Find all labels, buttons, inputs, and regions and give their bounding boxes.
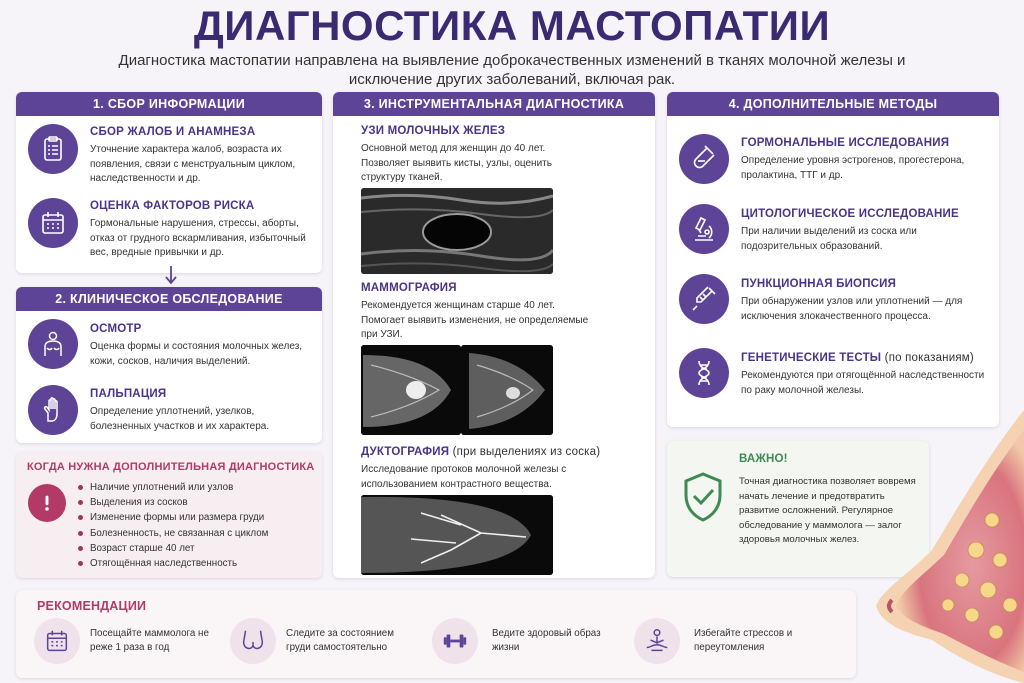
item-desc: При наличии выделений из соска или подозрительных образований.: [741, 226, 917, 252]
microscope-icon: [679, 204, 729, 254]
section-header: 1. СБОР ИНФОРМАЦИИ: [16, 92, 322, 116]
item-desc: Рекомендуются при отягощённой наследственности по раку молочной железы.: [741, 370, 985, 396]
item-title: ПУНКЦИОННАЯ БИОПСИЯ: [741, 278, 897, 290]
torso-icon: [28, 319, 78, 369]
ductogram-image: [361, 495, 553, 575]
item-title: ЦИТОЛОГИЧЕСКОЕ ИССЛЕДОВАНИЕ: [741, 208, 959, 220]
item-title: ГОРМОНАЛЬНЫЕ ИССЛЕДОВАНИЯ: [741, 137, 950, 149]
item-desc: Гормональные нарушения, стрессы, аборты, отказ от грудного вскармливания, избыточный вес, вредные привычки и др.: [90, 218, 306, 258]
clipboard-icon: [28, 124, 78, 174]
list-item: Наличие уплотнений или узлов: [78, 480, 318, 495]
section-header: 2. КЛИНИЧЕСКОЕ ОБСЛЕДОВАНИЕ: [16, 287, 322, 311]
recommendation-text: Ведите здоровый образ жизни: [492, 628, 601, 653]
calendar-icon: [34, 618, 80, 664]
ultrasound-image: [361, 188, 553, 274]
syringe-icon: [679, 274, 729, 324]
item-desc: Оценка формы и состояния молочных желез, кожи, сосков, наличия выделений.: [90, 341, 303, 367]
list-item: Изменение формы или размера груди: [78, 510, 318, 525]
test-tube-icon: [679, 134, 729, 184]
warning-title: КОГДА НУЖНА ДОПОЛНИТЕЛЬНАЯ ДИАГНОСТИКА: [27, 461, 315, 473]
calendar-icon: [28, 198, 78, 248]
dna-icon: [679, 348, 729, 398]
item-title: ПАЛЬПАЦИЯ: [90, 388, 167, 400]
shield-check-icon: [681, 471, 725, 523]
list-item: Отягощённая наследственность: [78, 556, 318, 571]
section-additional-methods: [667, 92, 999, 427]
item-desc: Уточнение характера жалоб, возраста их появления, связи с менструальным циклом, наследственности и др.: [90, 144, 296, 184]
item-title-text: ГЕНЕТИЧЕСКИЕ ТЕСТЫ: [741, 352, 882, 364]
item-title: УЗИ МОЛОЧНЫХ ЖЕЛЕЗ: [361, 125, 506, 137]
bra-icon: [230, 618, 276, 664]
meditation-icon: [634, 618, 680, 664]
recommendations-title: РЕКОМЕНДАЦИИ: [37, 599, 147, 613]
section-instrumental: [333, 92, 655, 578]
item-desc: Рекомендуется женщинам старше 40 лет. Помогает выявить изменения, не определяемые при УЗИ.: [361, 300, 589, 340]
mammogram-image-right: [461, 345, 553, 435]
item-title: СБОР ЖАЛОБ И АНАМНЕЗА: [90, 126, 256, 138]
recommendation-text: Избегайте стрессов и переутомления: [694, 628, 793, 653]
hand-icon: [28, 385, 78, 435]
section-header: 3. ИНСТРУМЕНТАЛЬНАЯ ДИАГНОСТИКА: [333, 92, 655, 116]
page-title: ДИАГНОСТИКА МАСТОПАТИИ: [193, 2, 831, 49]
warning-list: [78, 480, 318, 571]
item-desc: Основной метод для женщин до 40 лет. Позволяет выявить кисты, узлы, оценить структуру тканей.: [361, 143, 552, 183]
section-collect-info: [16, 92, 322, 273]
recommendations: [16, 590, 856, 678]
item-title: МАММОГРАФИЯ: [361, 282, 457, 294]
item-note: (по показаниям): [884, 352, 974, 364]
section-clinical-exam: [16, 287, 322, 443]
dumbbell-icon: [432, 618, 478, 664]
when-additional-diagnostics: [16, 452, 322, 578]
list-item: Выделения из сосков: [78, 495, 318, 510]
item-title-text: ДУКТОГРАФИЯ: [361, 446, 450, 458]
item-desc: При обнаружении узлов или уплотнений — для исключения злокачественного процесса.: [741, 296, 963, 322]
item-title: ОЦЕНКА ФАКТОРОВ РИСКА: [90, 200, 255, 212]
important-desc: Точная диагностика позволяет вовремя начать лечение и предотвратить развитие осложнений. Регулярное обследование у маммолога — залог здоровья молочных желез.: [739, 476, 916, 545]
item-desc: Исследование протоков молочной железы с использованием контрастного вещества.: [361, 464, 567, 490]
item-desc: Определение уровня эстрогенов, прогестерона, пролактина, ТТГ и др.: [741, 155, 965, 181]
item-desc: Определение уплотнений, узелков, болезненных участков и их характера.: [90, 406, 270, 432]
item-note: (при выделениях из соска): [452, 446, 601, 458]
important-title: ВАЖНО!: [739, 453, 788, 465]
section-header: 4. ДОПОЛНИТЕЛЬНЫЕ МЕТОДЫ: [667, 92, 999, 116]
breast-anatomy-illustration: [872, 410, 1024, 683]
list-item: Возраст старше 40 лет: [78, 541, 318, 556]
arrow-down-icon: [164, 265, 178, 285]
exclamation-icon: [28, 484, 66, 522]
page-subtitle: Диагностика мастопатии направлена на выявление доброкачественных изменений в тканях молочной железы и исключение других заболеваний, включая рак.: [118, 52, 906, 88]
item-title: [741, 352, 974, 364]
item-title: ОСМОТР: [90, 323, 142, 335]
recommendation-text: Следите за состоянием груди самостоятельно: [286, 628, 394, 653]
item-title: [361, 446, 600, 458]
recommendation-text: Посещайте маммолога не реже 1 раза в год: [90, 628, 209, 653]
mammogram-image-left: [361, 345, 461, 435]
list-item: Болезненность, не связанная с циклом: [78, 526, 318, 541]
